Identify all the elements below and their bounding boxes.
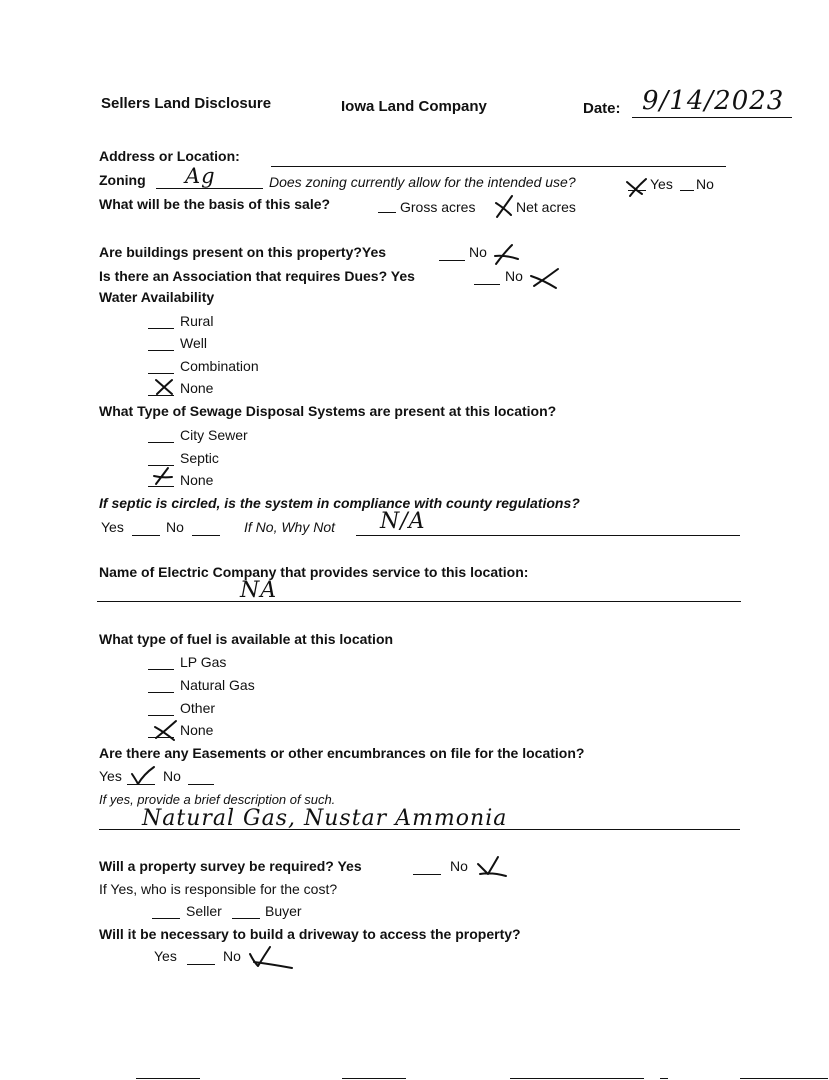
association-question: Is there an Association that requires Dues? Yes xyxy=(99,268,415,284)
septic-yes-blank[interactable] xyxy=(132,535,160,536)
water-well-blank[interactable] xyxy=(148,350,174,351)
sewage-option-city-sewer: City Sewer xyxy=(180,427,248,443)
zoning-field[interactable] xyxy=(156,188,263,189)
survey-yes-blank[interactable] xyxy=(413,874,441,875)
form-title: Sellers Land Disclosure xyxy=(101,95,272,112)
address-field[interactable] xyxy=(271,166,726,167)
survey-buyer-label: Buyer xyxy=(265,903,302,919)
signature-line-2[interactable] xyxy=(342,1078,406,1079)
fuel-option-natural-gas: Natural Gas xyxy=(180,677,255,693)
septic-yes-label: Yes xyxy=(101,519,124,535)
survey-no-check-mark xyxy=(474,854,510,880)
easements-description-value: Natural Gas, Nustar Ammonia xyxy=(142,806,508,831)
fuel-option-lp-gas: LP Gas xyxy=(180,654,227,670)
driveway-no-label: No xyxy=(223,948,241,964)
buildings-no-check-mark xyxy=(492,243,522,267)
sewage-heading: What Type of Sewage Disposal Systems are present at this location? xyxy=(99,403,557,419)
buildings-yes-blank[interactable] xyxy=(439,260,465,261)
zoning-yes-check-mark xyxy=(624,176,650,198)
buildings-question: Are buildings present on this property?Yes xyxy=(99,244,387,260)
easements-describe-label: If yes, provide a brief description of such. xyxy=(99,792,336,807)
septic-no-label: No xyxy=(166,519,184,535)
survey-seller-blank[interactable] xyxy=(152,918,180,919)
date-label: Date: xyxy=(583,100,621,117)
net-acres-check-mark xyxy=(492,194,518,220)
fuel-heading: What type of fuel is available at this location xyxy=(99,631,394,647)
gross-acres-blank[interactable] xyxy=(378,212,396,213)
electric-field[interactable] xyxy=(97,601,741,602)
signature-line-3[interactable] xyxy=(510,1078,644,1079)
zoning-yes-label: Yes xyxy=(650,176,673,192)
electric-question: Name of Electric Company that provides service to this location: xyxy=(99,564,529,580)
water-option-combination: Combination xyxy=(180,358,259,374)
fuel-none-check-mark xyxy=(150,718,180,742)
water-none-check-mark xyxy=(152,377,178,397)
association-no-check-mark xyxy=(528,266,562,290)
signature-line-4[interactable] xyxy=(660,1078,668,1079)
water-option-well: Well xyxy=(180,335,207,351)
easements-question: Are there any Easements or other encumbrances on file for the location? xyxy=(99,745,585,761)
water-heading: Water Availability xyxy=(99,289,215,305)
zoning-no-blank[interactable] xyxy=(680,190,694,191)
fuel-lp-blank[interactable] xyxy=(148,669,174,670)
net-acres-label: Net acres xyxy=(516,199,576,215)
date-value[interactable]: 9/14/2023 xyxy=(642,86,785,116)
sewage-option-none: None xyxy=(180,472,214,488)
driveway-question: Will it be necessary to build a driveway to access the property? xyxy=(99,926,521,942)
association-no-label: No xyxy=(505,268,523,284)
zoning-question: Does zoning currently allow for the intended use? xyxy=(269,174,576,190)
water-combination-blank[interactable] xyxy=(148,373,174,374)
signature-line-5[interactable] xyxy=(740,1078,828,1079)
water-option-rural: Rural xyxy=(180,313,214,329)
association-yes-blank[interactable] xyxy=(474,284,500,285)
septic-why-value: N/A xyxy=(380,509,426,534)
septic-why-field[interactable] xyxy=(356,535,740,536)
survey-question: Will a property survey be required? Yes xyxy=(99,858,362,874)
septic-why-label: If No, Why Not xyxy=(244,519,336,535)
easements-no-blank[interactable] xyxy=(188,784,214,785)
driveway-no-check-mark xyxy=(246,944,296,972)
buildings-no-label: No xyxy=(469,244,487,260)
survey-buyer-blank[interactable] xyxy=(232,918,260,919)
signature-line-1[interactable] xyxy=(136,1078,200,1079)
electric-value: NA xyxy=(240,578,278,603)
sewage-option-septic: Septic xyxy=(180,450,219,466)
septic-compliance-question: If septic is circled, is the system in compliance with county regulations? xyxy=(99,495,580,511)
zoning-value: Ag xyxy=(185,164,216,188)
fuel-natural-blank[interactable] xyxy=(148,692,174,693)
fuel-option-other: Other xyxy=(180,700,216,716)
fuel-other-blank[interactable] xyxy=(148,715,174,716)
zoning-no-label: No xyxy=(696,176,714,192)
easements-yes-label: Yes xyxy=(99,768,122,784)
survey-seller-label: Seller xyxy=(186,903,222,919)
date-underline xyxy=(632,117,792,118)
sewage-city-blank[interactable] xyxy=(148,442,174,443)
address-label: Address or Location: xyxy=(99,148,240,164)
water-rural-blank[interactable] xyxy=(148,328,174,329)
easements-no-label: No xyxy=(163,768,181,784)
gross-acres-label: Gross acres xyxy=(400,199,476,215)
driveway-yes-blank[interactable] xyxy=(187,964,215,965)
driveway-yes-label: Yes xyxy=(154,948,177,964)
survey-cost-question: If Yes, who is responsible for the cost? xyxy=(99,881,338,897)
easements-yes-check-mark xyxy=(128,764,158,788)
basis-question: What will be the basis of this sale? xyxy=(99,196,331,212)
survey-no-label: No xyxy=(450,858,468,874)
company-name: Iowa Land Company xyxy=(341,98,487,115)
water-option-none: None xyxy=(180,380,214,396)
sewage-none-check-mark xyxy=(150,466,176,488)
fuel-option-none: None xyxy=(180,722,214,738)
septic-no-blank[interactable] xyxy=(192,535,220,536)
zoning-label: Zoning xyxy=(99,172,146,188)
